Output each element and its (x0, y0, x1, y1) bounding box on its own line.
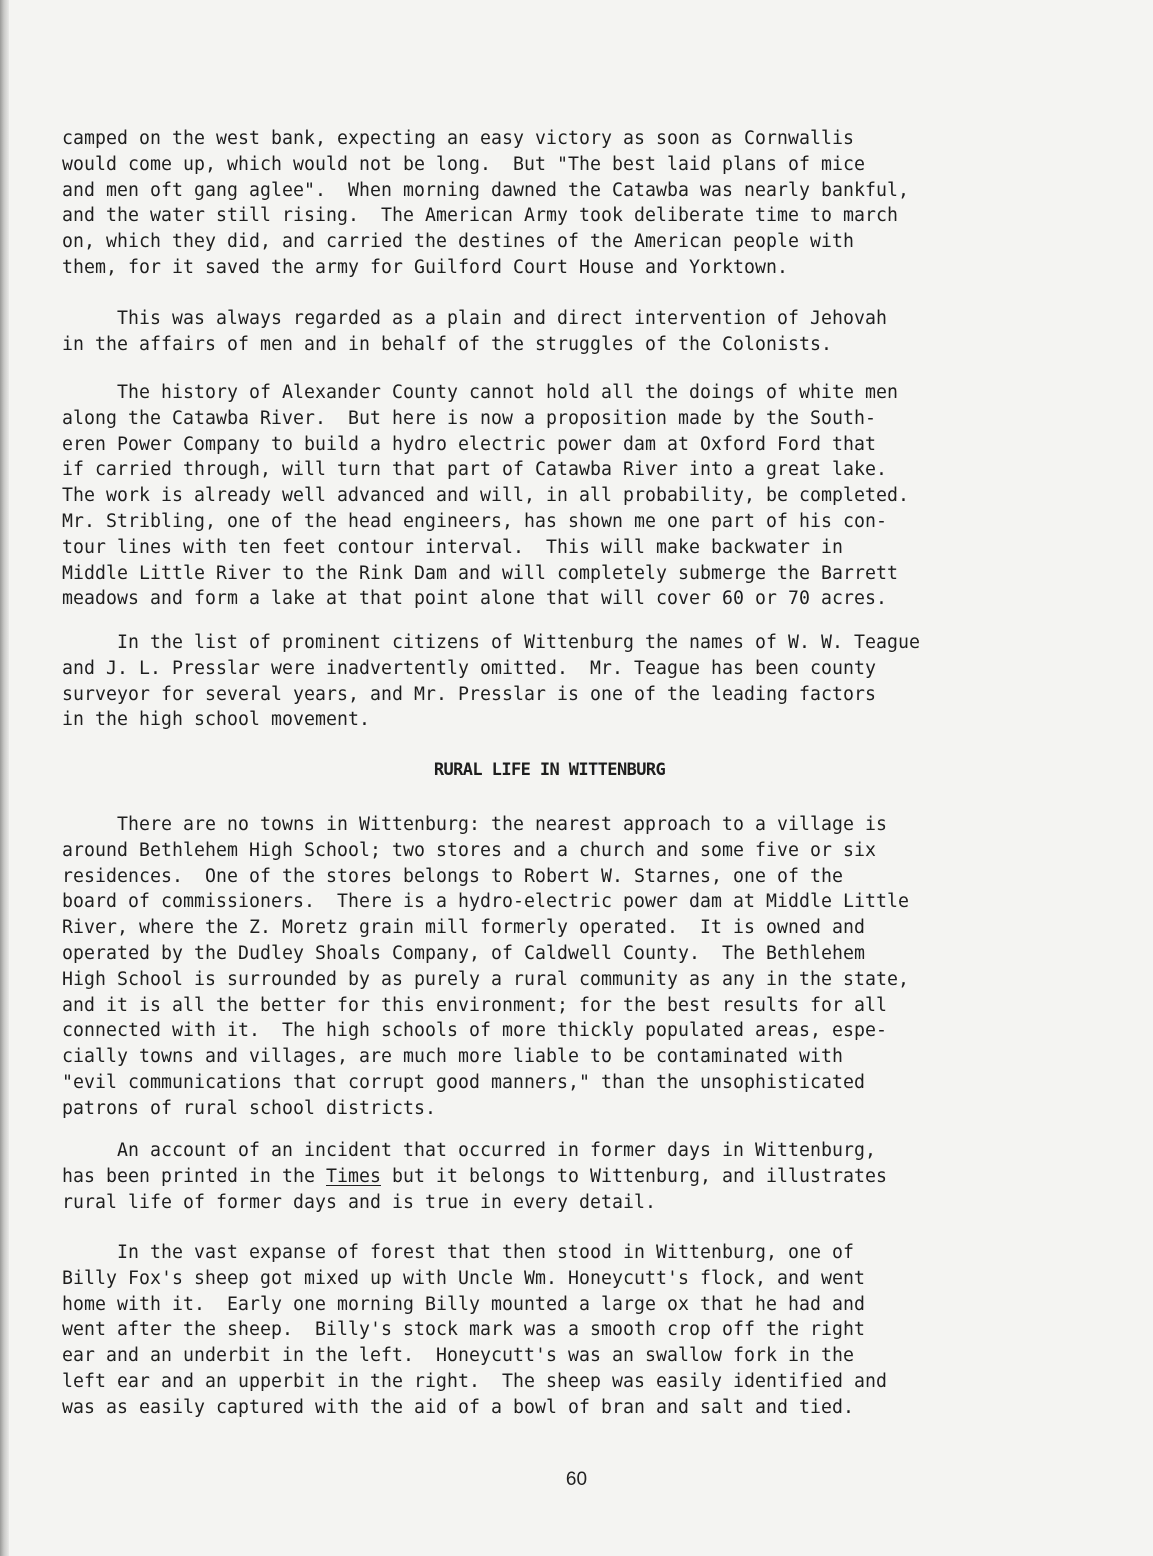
text-line: rural life of former days and is true in every detail. (62, 1191, 656, 1213)
text-line: on, which they did, and carried the destines of the American people with (62, 231, 854, 253)
text-line: in the affairs of men and in behalf of the struggles of the Colonists. (62, 333, 832, 355)
text-line: along the Catawba River. But here is now a proposition made by the South- (62, 407, 876, 429)
text-line: cially towns and villages, are much more liable to be contaminated with (62, 1046, 843, 1068)
text-line: camped on the west bank, expecting an easy victory as soon as Cornwallis (62, 128, 854, 149)
times-reference: Times (326, 1165, 381, 1187)
text-line: went after the sheep. Billy's stock mark was a smooth crop off the right (62, 1319, 865, 1341)
text-line: operated by the Dudley Shoals Company, of Caldwell County. The Bethlehem (62, 942, 865, 964)
text-line: them, for it saved the army for Guilford Court House and Yorktown. (62, 256, 788, 278)
text-line: would come up, which would not be long. But "The best laid plans of mice (62, 153, 865, 175)
section-heading: RURAL LIFE IN WITTENBURG (433, 760, 666, 780)
text-line: The work is already well advanced and will, in all probability, be completed. (62, 485, 909, 507)
text-line: and J. L. Presslar were inadvertently omitted. Mr. Teague has been county (62, 657, 876, 679)
text-line: and men oft gang aglee". When morning dawned the Catawba was nearly bankful, (62, 179, 909, 201)
text-line: An account of an incident that occurred in former days in Wittenburg, (62, 1140, 876, 1161)
paragraph-billy-fox-sheep (62, 1240, 1037, 1421)
text-line: in the high school movement. (62, 709, 370, 731)
text-line: eren Power Company to build a hydro electric power dam at Oxford Ford that (62, 433, 876, 455)
page-binding-edge (0, 0, 9, 1556)
text-line: has been printed in the (62, 1165, 326, 1187)
paragraph-cornwallis (62, 126, 1037, 281)
text-line: board of commissioners. There is a hydro-electric power dam at Middle Little (62, 891, 909, 913)
text-line: connected with it. The high schools of more thickly populated areas, espe- (62, 1020, 887, 1042)
paragraph-incident-account (62, 1138, 1037, 1215)
text-line: patrons of rural school districts. (62, 1097, 436, 1119)
text-line: around Bethlehem High School; two stores and a church and some five or six (62, 839, 876, 861)
text-line: There are no towns in Wittenburg: the nearest approach to a village is (62, 814, 887, 835)
text-line: River, where the Z. Moretz grain mill formerly operated. It is owned and (62, 917, 865, 939)
text-line: left ear and an upperbit in the right. The sheep was easily identified and (62, 1370, 887, 1392)
text-line: This was always regarded as a plain and direct intervention of Jehovah (62, 308, 887, 329)
text-line: Mr. Stribling, one of the head engineers, has shown me one part of his con- (62, 510, 887, 532)
text-line: tour lines with ten feet contour interval. This will make backwater in (62, 536, 843, 558)
text-line: In the list of prominent citizens of Wittenburg the names of W. W. Teague (62, 632, 920, 653)
document-page (62, 126, 1037, 1546)
text-line: Billy Fox's sheep got mixed up with Uncle Wm. Honeycutt's flock, and went (62, 1267, 865, 1289)
text-line: ear and an underbit in the left. Honeycutt's was an swallow fork in the (62, 1345, 854, 1367)
text-line: surveyor for several years, and Mr. Presslar is one of the leading factors (62, 683, 876, 705)
text-line: and the water still rising. The American Army took deliberate time to march (62, 205, 898, 227)
text-line: was as easily captured with the aid of a bowl of bran and salt and tied. (62, 1396, 854, 1418)
text-line: residences. One of the stores belongs to Robert W. Starnes, one of the (62, 865, 843, 887)
paragraph-catawba-dam (62, 380, 1037, 612)
text-line: Middle Little River to the Rink Dam and will completely submerge the Barrett (62, 562, 898, 584)
text-line: and it is all the better for this environment; for the best results for all (62, 994, 887, 1016)
text-line: The history of Alexander County cannot hold all the doings of white men (62, 382, 898, 403)
paragraph-no-towns (62, 812, 1037, 1122)
text-line: High School is surrounded by as purely a rural community as any in the state, (62, 968, 909, 990)
text-line: but it belongs to Wittenburg, and illustrates (381, 1165, 887, 1187)
text-line: if carried through, will turn that part of Catawba River into a great lake. (62, 459, 887, 481)
paragraph-jehovah (62, 306, 1037, 358)
text-line: meadows and form a lake at that point alone that will cover 60 or 70 acres. (62, 588, 887, 610)
paragraph-prominent-citizens (62, 630, 1037, 733)
page-number: 60 (565, 1469, 588, 1490)
text-line: In the vast expanse of forest that then stood in Wittenburg, one of (62, 1242, 854, 1263)
text-line: home with it. Early one morning Billy mounted a large ox that he had and (62, 1293, 865, 1315)
text-line: "evil communications that corrupt good manners," than the unsophisticated (62, 1071, 865, 1093)
